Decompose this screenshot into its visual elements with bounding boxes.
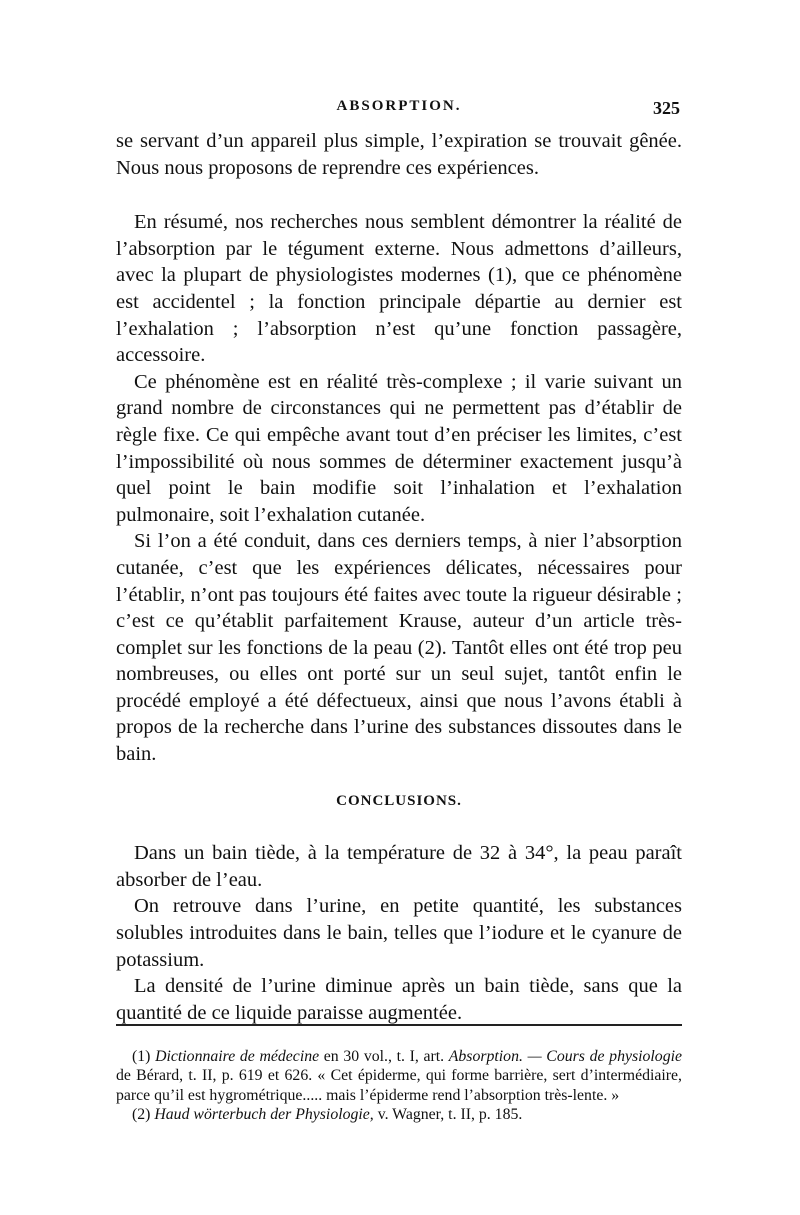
conclusion-3: La densité de l’urine diminue après un bain tiède, sans que la quantité de ce liquide paraisse augmentée. <box>116 975 682 1024</box>
running-head <box>116 98 682 122</box>
conclusion-2: On retrouve dans l’urine, en petite quantité, les substances solubles introduites dans le bain, telles que l’iodure et le cyanure de potassium. <box>116 895 682 971</box>
paragraph-complexity: Ce phénomène est en réalité très-complexe ; il varie suivant un grand nombre de circonstances qui ne permettent pas d’établir de règle fixe. Ce qui empêche avant tout d’en préciser les limites, c’est l’impossibilité où nous sommes de déterminer exactement jusqu’à quel point le bain modifie soit l’inhalation et l’exhalation pulmonaire, soit l’exhalation cutanée. <box>116 370 682 526</box>
footnote-rule <box>116 1024 682 1026</box>
running-title: ABSORPTION. <box>336 98 462 114</box>
footnote-1-title-1: Dictionnaire de médecine <box>155 1048 320 1065</box>
paragraph-krause: Si l’on a été conduit, dans ces derniers temps, à nier l’absorption cutanée, c’est que les expériences délicates, nécessaires pour l’établir, n’ont pas toujours été faites avec toute la rigueur désirable ; c’est ce qu’établit parfaitement Krause, auteur d’un article très-complet sur les fonctions de la peau (2). Tantôt elles ont été trop peu nombreuses, ou elles ont porté sur un seul sujet, tantôt enfin le procédé employé a été défectueux, ainsi que nous l’avons établi à propos de la recherche dans l’urine des substances dissoutes dans le bain. <box>116 530 682 766</box>
paragraph-summary: En résumé, nos recherches nous semblent démontrer la réalité de l’absorption par le tégument externe. Nous admettons d’ailleurs, avec la plupart de physiologistes modernes (1), que ce phénomène est accidentel ; la fonction principale départie au dernier est l’exhalation ; l’absorption n’est qu’une fonction passagère, accessoire. <box>116 211 682 367</box>
conclusion-1: Dans un bain tiède, à la température de 32 à 34°, la peau paraît absorber de l’eau. <box>116 842 682 891</box>
footnote-1-number: (1) <box>132 1048 151 1065</box>
footnote-1-text-1: en 30 vol., t. I, art. <box>319 1048 449 1065</box>
footnote-1-text-2: de Bérard, t. II, p. 619 et 626. « Cet épiderme, qui forme barrière, sert d’intermédiaire, parce qu’il est hygrométrique..... mais l’épiderme rend l’absorption très-lente. » <box>116 1067 682 1104</box>
footnotes <box>116 1047 682 1125</box>
body-text <box>116 128 682 1026</box>
footnote-2-number: (2) <box>132 1106 151 1124</box>
footnote-2-title: Haud wörterbuch der Physiologie, <box>154 1106 374 1124</box>
paragraph-continuation: se servant d’un appareil plus simple, l’expiration se trouvait gênée. Nous nous proposons de reprendre ces expériences. <box>116 130 682 179</box>
footnote-2 <box>116 1105 682 1124</box>
page-number: 325 <box>653 98 680 118</box>
footnote-1 <box>116 1047 682 1105</box>
footnote-2-text: v. Wagner, t. II, p. 185. <box>373 1106 523 1124</box>
section-heading-conclusions: CONCLUSIONS. <box>336 792 462 809</box>
footnote-1-title-2: Absorption. — Cours de physiologie <box>448 1048 682 1065</box>
